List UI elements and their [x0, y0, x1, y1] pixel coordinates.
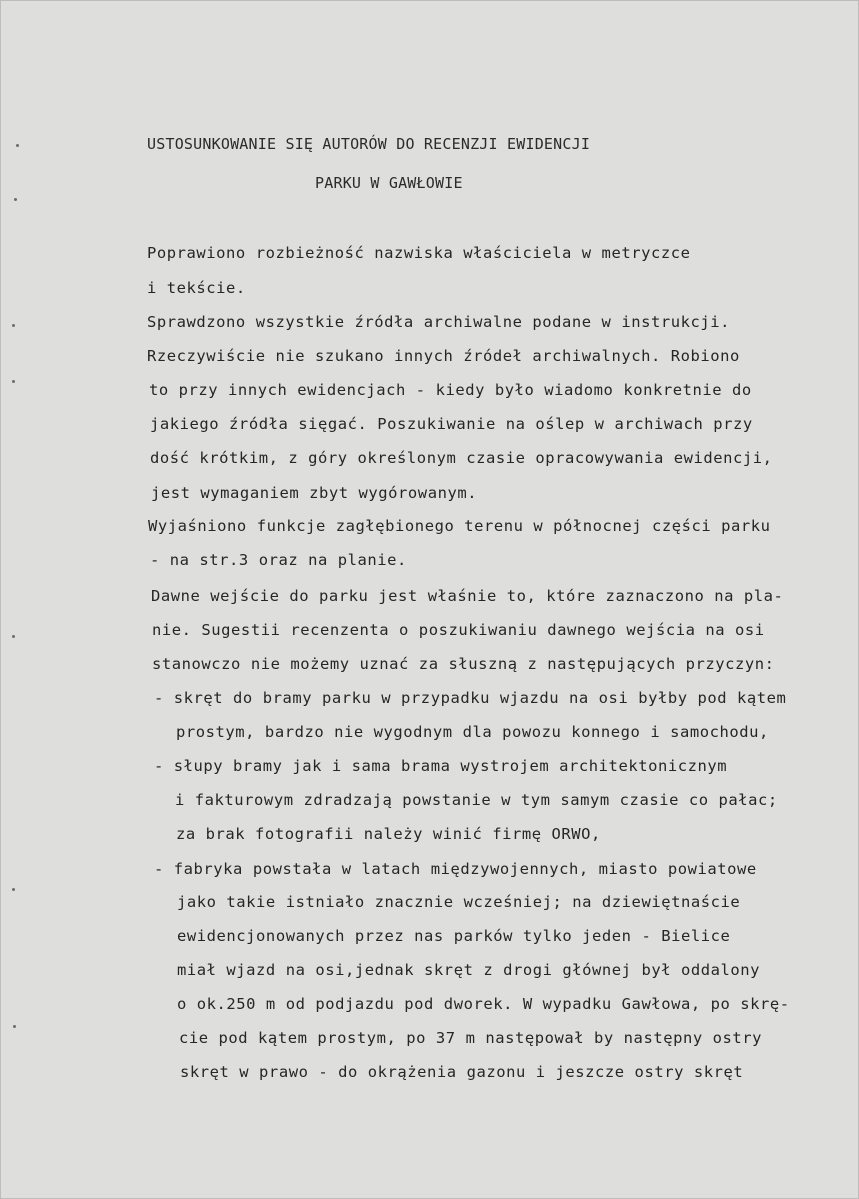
text-line: jako takie istniało znacznie wcześniej; na dziewiętnaście — [177, 893, 741, 911]
text-line: Sprawdzono wszystkie źródła archiwalne podane w instrukcji. — [147, 313, 731, 331]
text-line: Rzeczywiście nie szukano innych źródeł archiwalnych. Robiono — [147, 347, 740, 365]
margin-speck — [12, 324, 15, 327]
text-line: - słupy bramy jak i sama brama wystrojem architektonicznym — [154, 757, 728, 775]
text-line: i tekście. — [147, 279, 246, 297]
text-line: cie pod kątem prostym, po 37 m następował by następny ostry — [179, 1029, 763, 1047]
text-line: dość krótkim, z góry określonym czasie opracowywania ewidencji, — [150, 449, 773, 467]
text-line: jakiego źródła sięgać. Poszukiwanie na oślep w archiwach przy — [150, 415, 753, 433]
text-line: za brak fotografii należy winić firmę ORWO, — [176, 825, 601, 843]
text-line: skręt w prawo - do okrążenia gazonu i jeszcze ostry skręt — [180, 1063, 744, 1081]
document-title-line-1: USTOSUNKOWANIE SIĘ AUTORÓW DO RECENZJI EWIDENCJI — [147, 135, 591, 153]
text-line: miał wjazd na osi,jednak skręt z drogi głównej był oddalony — [177, 961, 761, 979]
text-line: prostym, bardzo nie wygodnym dla powozu konnego i samochodu, — [176, 723, 769, 741]
text-line: - na str.3 oraz na planie. — [150, 551, 407, 569]
margin-speck — [13, 1025, 16, 1028]
text-line: Wyjaśniono funkcje zagłębionego terenu w północnej części parku — [148, 517, 771, 535]
text-line: Dawne wejście do parku jest właśnie to, które zaznaczono na pla- — [151, 587, 784, 605]
text-line: - skręt do bramy parku w przypadku wjazdu na osi byłby pod kątem — [154, 689, 787, 707]
text-line: i fakturowym zdradzają powstanie w tym samym czasie co pałac; — [175, 791, 778, 809]
text-line: jest wymaganiem zbyt wygórowanym. — [151, 484, 478, 502]
text-line: - fabryka powstała w latach międzywojennych, miasto powiatowe — [154, 860, 757, 878]
margin-speck — [12, 635, 15, 638]
margin-speck — [12, 888, 15, 891]
margin-speck — [16, 144, 19, 147]
text-line: to przy innych ewidencjach - kiedy było wiadomo konkretnie do — [149, 381, 752, 399]
document-title-line-2: PARKU W GAWŁOWIE — [315, 174, 463, 192]
text-line: ewidencjonowanych przez nas parków tylko jeden - Bielice — [177, 927, 731, 945]
text-line: Poprawiono rozbieżność nazwiska właściciela w metryczce — [147, 244, 691, 262]
margin-speck — [12, 380, 15, 383]
text-line: nie. Sugestii recenzenta o poszukiwaniu dawnego wejścia na osi — [152, 621, 765, 639]
margin-speck — [14, 198, 17, 201]
text-line: stanowczo nie możemy uznać za słuszną z następujących przyczyn: — [152, 655, 775, 673]
text-line: o ok.250 m od podjazdu pod dworek. W wypadku Gawłowa, po skrę- — [177, 995, 790, 1013]
